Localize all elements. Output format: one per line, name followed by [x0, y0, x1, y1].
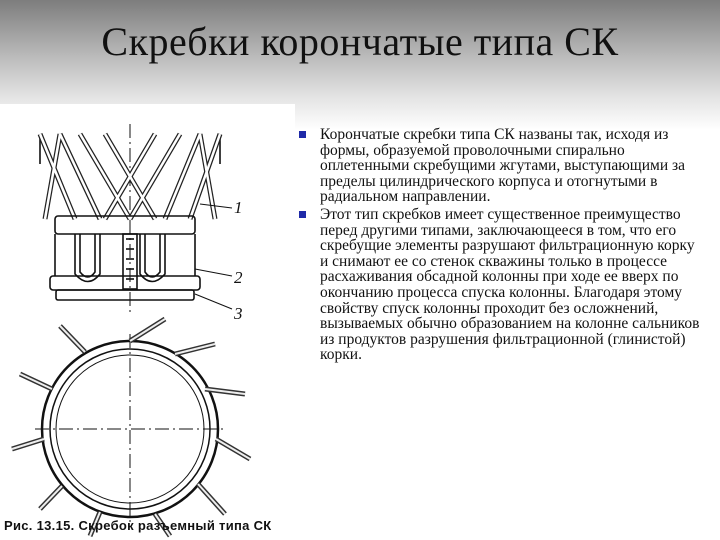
- figure-caption: Рис. 13.15. Скребок разъемный типа СК: [4, 518, 272, 533]
- figure-label-3: 3: [234, 304, 243, 323]
- scraper-figure: [0, 104, 295, 540]
- square-bullet-icon: [299, 211, 306, 218]
- bullet-item: [296, 207, 706, 363]
- bullet-item: [296, 127, 706, 205]
- slide-title: Скребки корончатые типа СК: [101, 19, 619, 64]
- figure-label-1: 1: [234, 198, 243, 217]
- bullet-list: [296, 127, 706, 365]
- square-bullet-icon: [299, 131, 306, 138]
- bullet-text: Корончатые скребки типа СК названы так, исходя из формы, образуемой проволочными спирально оплетенными скребущими жгутами, выступающими за пределы цилиндрического корпуса и отогнутыми в радиальном направлении.: [320, 126, 685, 206]
- figure-label-2: 2: [234, 268, 243, 287]
- bullet-text: Этот тип скребков имеет существенное преимущество перед другими типами, заключающееся в том, что его скребущие элементы разрушают фильтрационную корку и снимают ее со стенок скважины только в процессе расхаживания обсадной колонны при ходе ее вверх по окончанию процесса спуска колонны. Благодаря этому свойству спуск колонны проходит без осложнений, вызываемых обычно образованием на колонне сальников из продуктов разрушения фильтрационной (глинистой) корки.: [320, 205, 700, 364]
- scraper-drawing: [0, 104, 295, 540]
